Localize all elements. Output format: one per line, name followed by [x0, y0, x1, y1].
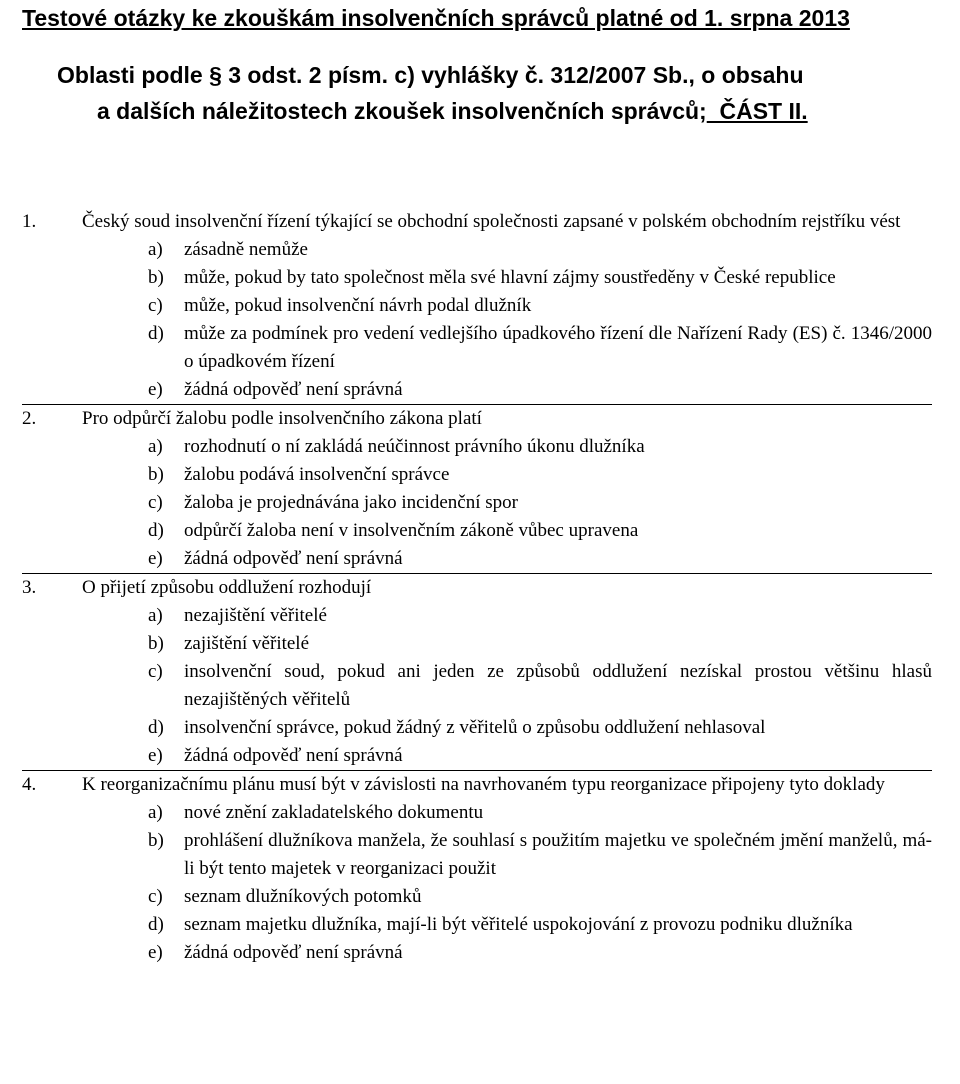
- answer-option: [22, 630, 932, 658]
- option-label: d): [148, 323, 164, 344]
- answer-option: [22, 658, 932, 714]
- option-label: c): [148, 295, 163, 316]
- option-label: b): [148, 633, 164, 654]
- answer-option: [22, 461, 932, 489]
- option-text: může, pokud insolvenční návrh podal dlužník: [184, 295, 532, 316]
- option-text: žádná odpověď není správná: [184, 942, 403, 963]
- option-label: a): [148, 239, 163, 260]
- option-text: rozhodnutí o ní zakládá neúčinnost právního úkonu dlužníka: [184, 436, 645, 457]
- option-text: žádná odpověď není správná: [184, 379, 403, 400]
- document-title: Testové otázky ke zkouškám insolvenčních správců platné od 1. srpna 2013: [22, 5, 850, 31]
- option-label: a): [148, 802, 163, 823]
- answer-option: [22, 517, 932, 545]
- answer-option: [22, 320, 932, 376]
- option-text: nezajištění věřitelé: [184, 605, 327, 626]
- option-label: e): [148, 548, 163, 569]
- option-label: e): [148, 745, 163, 766]
- answer-option: [22, 939, 932, 967]
- question-text: Český soud insolvenční řízení týkající se obchodní společnosti zapsané v polském obchodním rejstříku vést: [82, 211, 901, 232]
- option-text: zajištění věřitelé: [184, 633, 310, 654]
- answer-option: [22, 376, 932, 404]
- option-text: insolvenční soud, pokud ani jeden ze způsobů oddlužení nezískal prostou většinu hlasů nezajištěných věřitelů: [184, 661, 932, 710]
- question-number: 2.: [22, 408, 37, 429]
- answer-option: [22, 602, 932, 630]
- option-label: d): [148, 914, 164, 935]
- document-subtitle-line2: [97, 97, 960, 125]
- option-text: žádná odpověď není správná: [184, 548, 403, 569]
- part-label: ČÁST II.: [719, 98, 808, 124]
- option-text: odpůrčí žaloba není v insolvenčním zákoně vůbec upravena: [184, 520, 639, 541]
- question-number: 3.: [22, 577, 37, 598]
- option-text: žaloba je projednávána jako incidenční spor: [184, 492, 518, 513]
- question-number: 1.: [22, 211, 37, 232]
- answer-option: [22, 433, 932, 461]
- question-text: O přijetí způsobu oddlužení rozhodují: [82, 577, 372, 598]
- option-text: může za podmínek pro vedení vedlejšího úpadkového řízení dle Nařízení Rady (ES) č. 1346/2000 o úpadkovém řízení: [184, 323, 932, 372]
- option-label: a): [148, 605, 163, 626]
- answer-option: [22, 799, 932, 827]
- option-text: insolvenční správce, pokud žádný z věřitelů o způsobu oddlužení nehlasoval: [184, 717, 766, 738]
- option-text: seznam dlužníkových potomků: [184, 886, 422, 907]
- question-text: K reorganizačnímu plánu musí být v závislosti na navrhovaném typu reorganizace připojeny tyto doklady: [82, 774, 885, 795]
- answer-option: [22, 911, 932, 939]
- document-subtitle: Oblasti podle § 3 odst. 2 písm. c) vyhlášky č. 312/2007 Sb., o obsahu: [57, 62, 804, 88]
- option-label: c): [148, 661, 163, 682]
- option-text: nové znění zakladatelského dokumentu: [184, 802, 484, 823]
- option-label: c): [148, 886, 163, 907]
- option-text: žalobu podává insolvenční správce: [184, 464, 450, 485]
- question-number: 4.: [22, 774, 37, 795]
- option-label: c): [148, 492, 163, 513]
- option-label: b): [148, 830, 164, 851]
- answer-option: [22, 236, 932, 264]
- option-label: a): [148, 436, 163, 457]
- option-label: e): [148, 379, 163, 400]
- question-item: [22, 770, 932, 967]
- option-label: d): [148, 520, 164, 541]
- option-text: může, pokud by tato společnost měla své hlavní zájmy soustředěny v České republice: [184, 267, 836, 288]
- option-label: d): [148, 717, 164, 738]
- answer-option: [22, 714, 932, 742]
- option-text: žádná odpověď není správná: [184, 745, 403, 766]
- subtitle-text: a dalších náležitostech zkoušek insolvenčních správců;: [97, 98, 707, 124]
- question-item: [22, 573, 932, 770]
- question-list: [22, 208, 932, 967]
- answer-option: [22, 489, 932, 517]
- option-text: seznam majetku dlužníka, mají-li být věřitelé uspokojování z provozu podniku dlužníka: [184, 914, 853, 935]
- answer-option: [22, 264, 932, 292]
- question-item: [22, 208, 932, 404]
- option-label: b): [148, 267, 164, 288]
- question-text: Pro odpůrčí žalobu podle insolvenčního zákona platí: [82, 408, 482, 429]
- answer-option: [22, 883, 932, 911]
- option-text: prohlášení dlužníkova manžela, že souhlasí s použitím majetku ve společném jmění manželů, má-li být tento majetek v reorganizaci použit: [184, 830, 932, 879]
- question-item: [22, 404, 932, 573]
- option-text: zásadně nemůže: [184, 239, 308, 260]
- answer-option: [22, 292, 932, 320]
- answer-option: [22, 545, 932, 573]
- answer-option: [22, 827, 932, 883]
- answer-option: [22, 742, 932, 770]
- option-label: b): [148, 464, 164, 485]
- option-label: e): [148, 942, 163, 963]
